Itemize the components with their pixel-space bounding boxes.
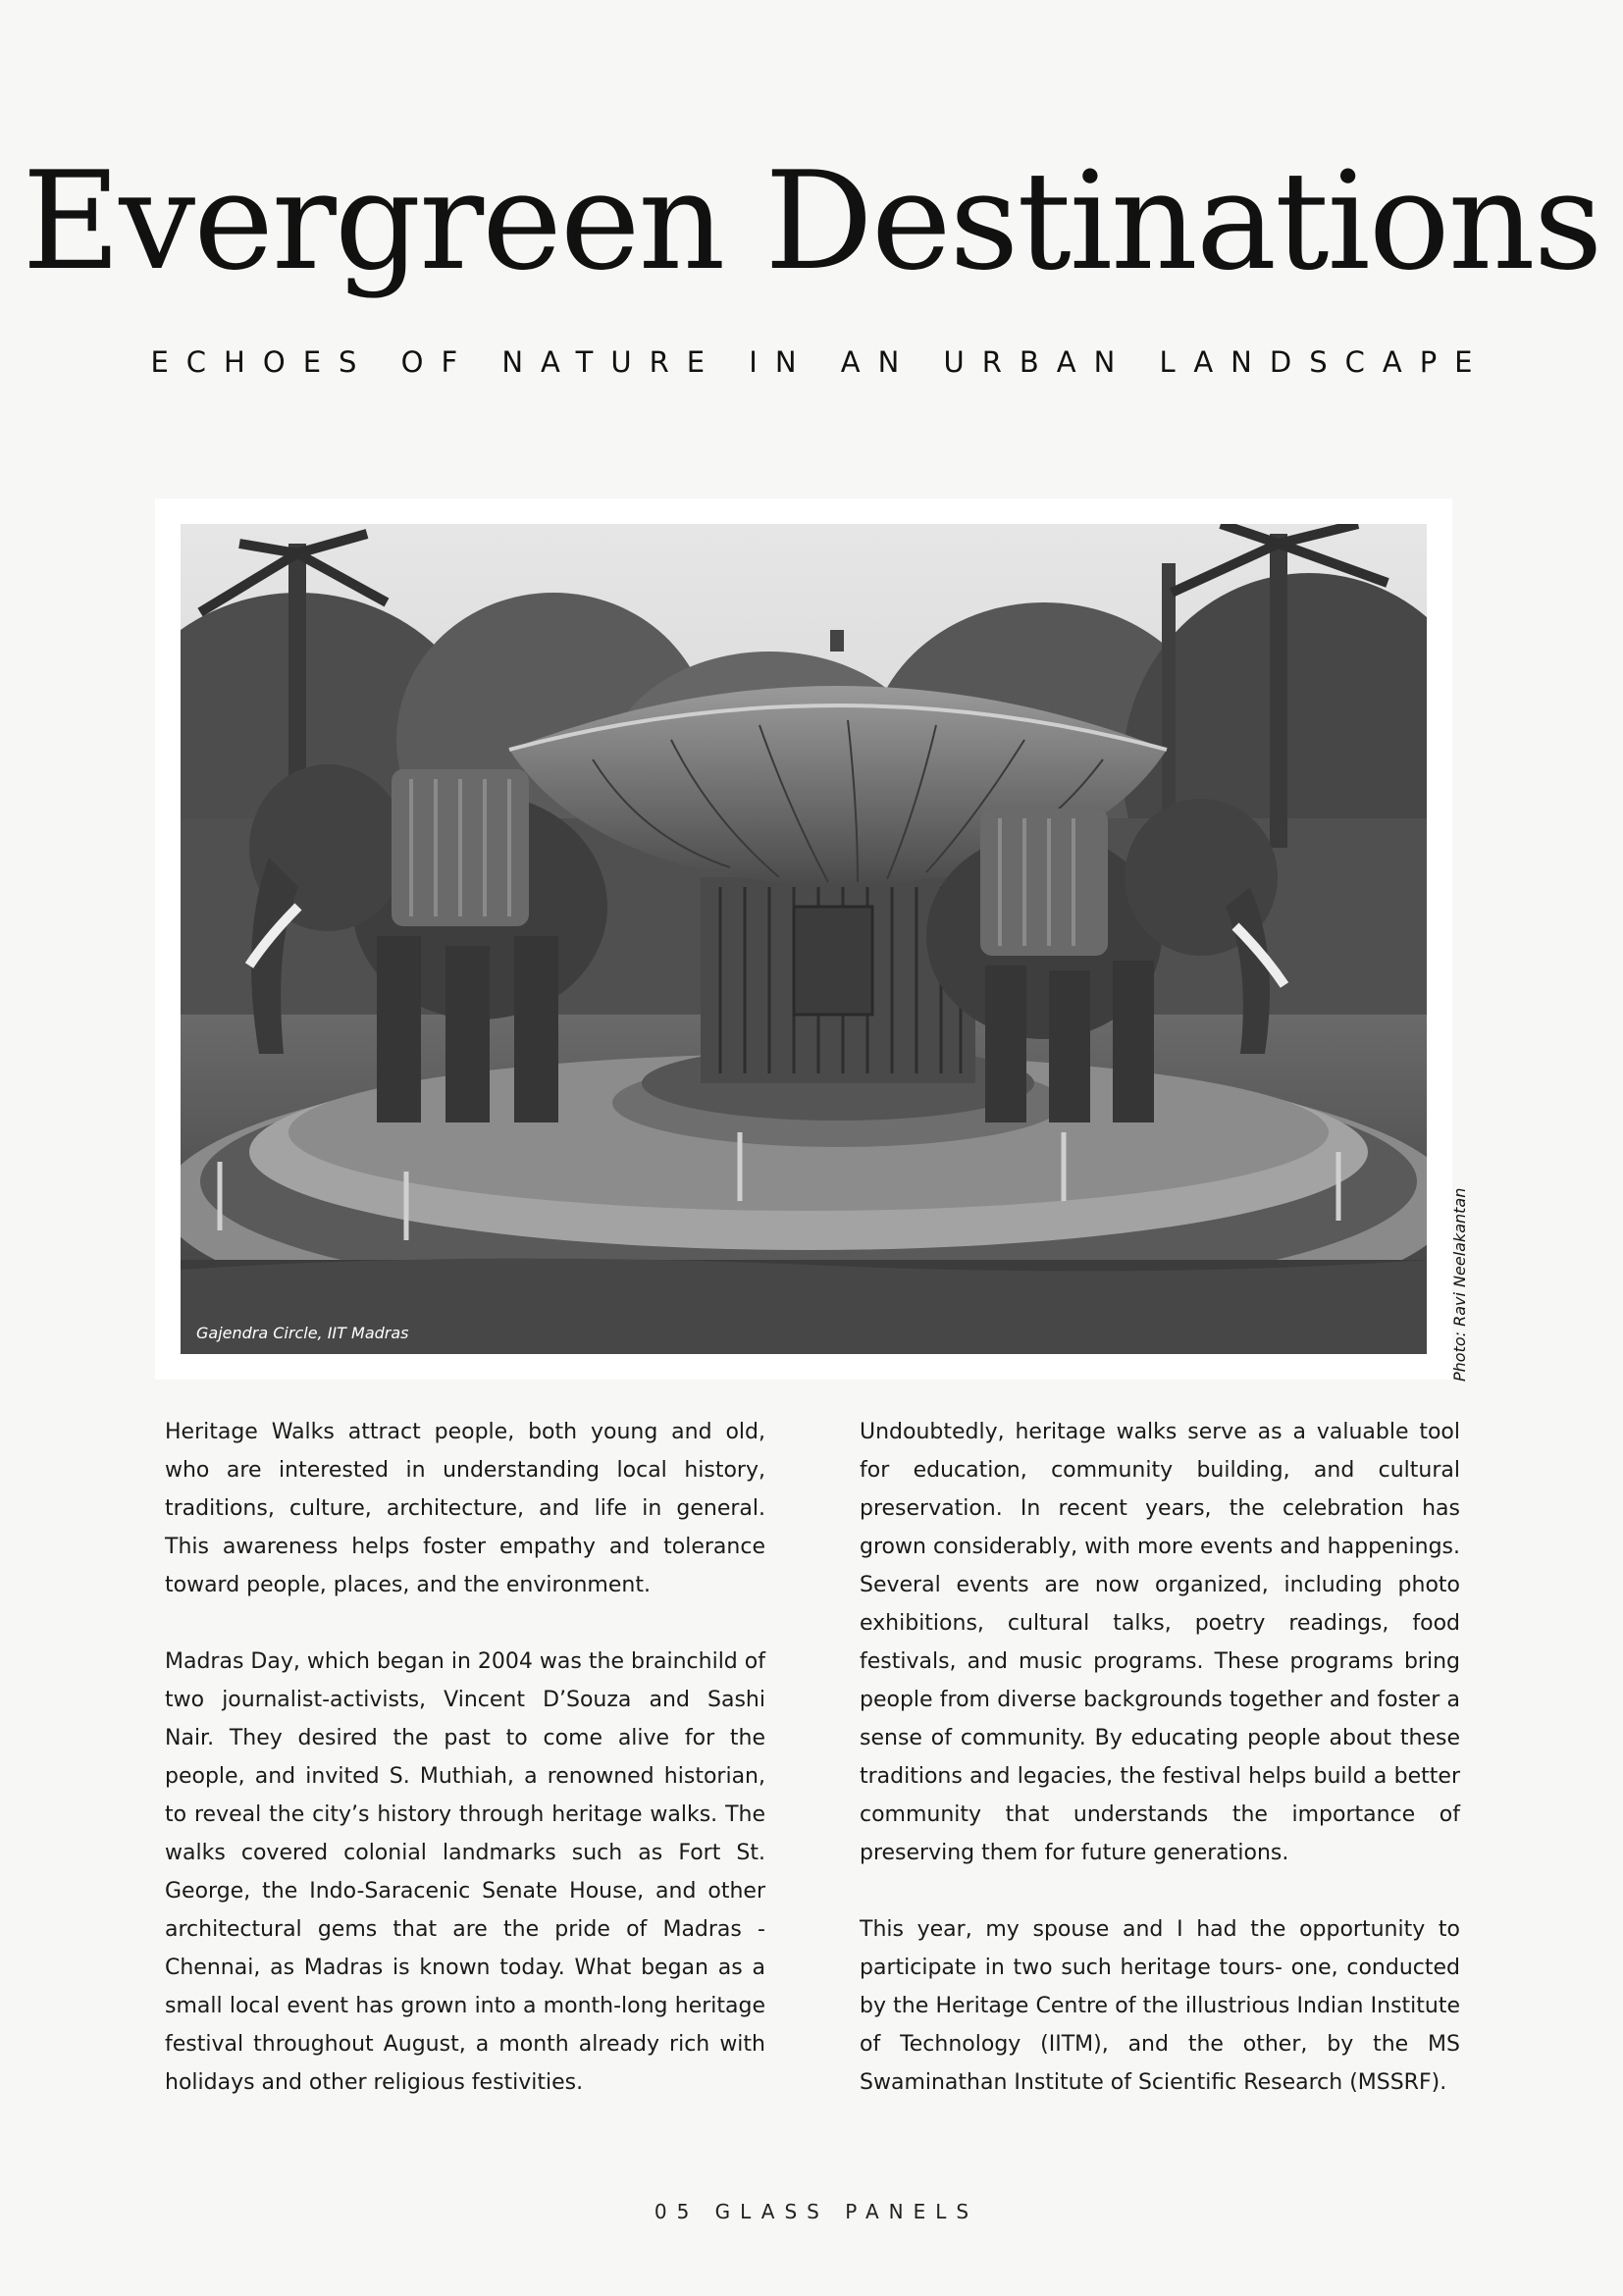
article-right-column bbox=[860, 1413, 1460, 2140]
paragraph: Heritage Walks attract people, both young and old, who are interested in understanding local history, traditions, culture, architecture, and life in general. This awareness helps foster empathy and tolerance toward people, places, and the environment. bbox=[165, 1420, 765, 1597]
photo-frame bbox=[155, 498, 1452, 1380]
photo-credit: Photo: Ravi Neelakantan bbox=[1450, 1187, 1469, 1382]
paragraph: This year, my spouse and I had the opportunity to participate in two such heritage tours- one, conducted by the Heritage Centre of the illustrious Indian Institute of Technology (IITM), and the other, by the MS Swaminathan Institute of Scientific Research (MSSRF). bbox=[860, 1917, 1460, 2095]
paragraph: Madras Day, which began in 2004 was the brainchild of two journalist-activists, Vincent D’Souza and Sashi Nair. They desired the past to come alive for the people, and invited S. Muthiah, a renowned historian, to reveal the city’s history through heritage walks. The walks covered colonial landmarks such as Fort St. George, the Indo-Saracenic Senate House, and other architectural gems that are the pride of Madras - Chennai, as Madras is known today. What began as a small local event has grown into a month-long heritage festival throughout August, a month already rich with holidays and other religious festivities. bbox=[165, 1649, 765, 2095]
paragraph: Undoubtedly, heritage walks serve as a valuable tool for education, community building, and cultural preservation. In recent years, the celebration has grown considerably, with more events and happenings. Several events are now organized, including photo exhibitions, cultural talks, poetry readings, food festivals, and music programs. These programs bring people from diverse backgrounds together and foster a sense of community. By educating people about these traditions and legacies, the festival helps build a better community that understands the importance of preserving them for future generations. bbox=[860, 1420, 1460, 1865]
gajendra-circle-photo bbox=[181, 524, 1427, 1354]
page-subtitle: ECHOES OF NATURE IN AN URBAN LANDSCAPE bbox=[150, 345, 1491, 379]
page-footer: 05 GLASS PANELS bbox=[654, 2200, 979, 2223]
photo-caption: Gajendra Circle, IIT Madras bbox=[196, 1324, 409, 1342]
article-left-column bbox=[165, 1413, 765, 2140]
page-title: Evergreen Destinations bbox=[22, 142, 1601, 300]
